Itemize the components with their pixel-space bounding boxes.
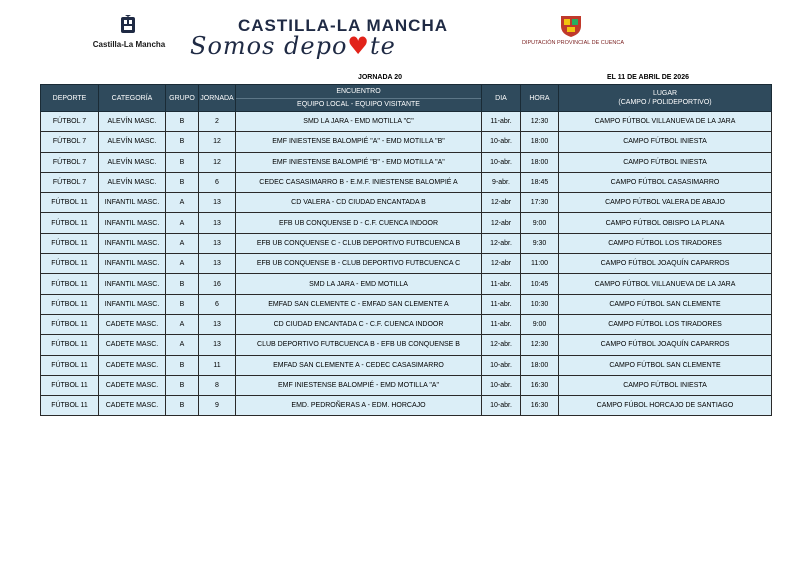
header-grupo: GRUPO [166, 85, 199, 112]
deporte-cell: FÚTBOL 7 [41, 152, 99, 172]
categoria-cell: CADETE MASC. [99, 396, 166, 416]
encuentro-cell: CEDEC CASASIMARRO B - E.M.F. INIESTENSE BALOMPIÉ A [236, 172, 482, 192]
categoria-cell: CADETE MASC. [99, 355, 166, 375]
table-row [41, 396, 772, 416]
categoria-cell: ALEVÍN MASC. [99, 152, 166, 172]
table-row [41, 132, 772, 152]
hora-cell: 16:30 [521, 375, 559, 395]
header-categoria: CATEGORÍA [99, 85, 166, 112]
encuentro-cell: EMFAD SAN CLEMENTE A - CEDEC CASASIMARRO [236, 355, 482, 375]
table-row [41, 152, 772, 172]
hora-cell: 17:30 [521, 193, 559, 213]
dia-cell: 12-abr [482, 254, 521, 274]
lugar-cell: CAMPO FÚTBOL SAN CLEMENTE [559, 355, 772, 375]
grupo-cell: A [166, 335, 199, 355]
grupo-cell: A [166, 233, 199, 253]
deporte-cell: FÚTBOL 11 [41, 396, 99, 416]
right-logo-text: DIPUTACIÓN PROVINCIAL DE CUENCA [521, 40, 625, 46]
dia-cell: 12-abr. [482, 233, 521, 253]
deporte-cell: FÚTBOL 7 [41, 132, 99, 152]
dia-cell: 10-abr. [482, 132, 521, 152]
encuentro-cell: EFB UB CONQUENSE B - CLUB DEPORTIVO FUTBCUENCA C [236, 254, 482, 274]
deporte-cell: FÚTBOL 11 [41, 233, 99, 253]
deporte-cell: FÚTBOL 11 [41, 355, 99, 375]
dia-cell: 12-abr [482, 193, 521, 213]
lugar-cell: CAMPO FÚTBOL LOS TIRADORES [559, 314, 772, 334]
encuentro-cell: SMD LA JARA - EMD MOTILLA [236, 274, 482, 294]
somos-deporte-logo [190, 14, 500, 60]
header-hora: HORA [521, 85, 559, 112]
header-jornada: JORNADA [199, 85, 236, 112]
grupo-cell: B [166, 152, 199, 172]
grupo-cell: A [166, 193, 199, 213]
table-row [41, 193, 772, 213]
categoria-cell: CADETE MASC. [99, 335, 166, 355]
encuentro-cell: EFB UB CONQUENSE C - CLUB DEPORTIVO FUTBCUENCA B [236, 233, 482, 253]
deporte-cell: FÚTBOL 11 [41, 375, 99, 395]
lugar-cell: CAMPO FÚTBOL CASASIMARRO [559, 172, 772, 192]
grupo-cell: B [166, 294, 199, 314]
categoria-cell: ALEVÍN MASC. [99, 132, 166, 152]
dia-cell: 9-abr. [482, 172, 521, 192]
jornada-cell: 13 [199, 254, 236, 274]
hora-cell: 9:00 [521, 314, 559, 334]
grupo-cell: B [166, 396, 199, 416]
table-row [41, 375, 772, 395]
hora-cell: 9:30 [521, 233, 559, 253]
table-row [41, 254, 772, 274]
categoria-cell: INFANTIL MASC. [99, 254, 166, 274]
table-row [41, 335, 772, 355]
encuentro-cell: EFB UB CONQUENSE D - C.F. CUENCA INDOOR [236, 213, 482, 233]
jornada-cell: 16 [199, 274, 236, 294]
heart-icon: ♥ [347, 32, 370, 60]
header-dia: DIA [482, 85, 521, 112]
table-row [41, 274, 772, 294]
hora-cell: 10:30 [521, 294, 559, 314]
categoria-cell: CADETE MASC. [99, 375, 166, 395]
schedule-body [41, 112, 772, 416]
header-encuentro-top: ENCUENTRO [336, 87, 381, 95]
header-slogan [190, 32, 396, 60]
deporte-cell: FÚTBOL 7 [41, 112, 99, 132]
grupo-cell: B [166, 274, 199, 294]
encuentro-cell: CLUB DEPORTIVO FUTBCUENCA B - EFB UB CONQUENSE B [236, 335, 482, 355]
header-encuentro [236, 85, 482, 112]
fecha-label: EL 11 DE ABRIL DE 2026 [607, 74, 689, 81]
jornada-cell: 12 [199, 152, 236, 172]
hora-cell: 18:00 [521, 152, 559, 172]
lugar-cell: CAMPO FÚTBOL INIESTA [559, 152, 772, 172]
dia-cell: 11-abr. [482, 112, 521, 132]
hora-cell: 18:00 [521, 355, 559, 375]
encuentro-cell: EMD. PEDROÑERAS A - EDM. HORCAJO [236, 396, 482, 416]
left-logo-text: Castilla-La Mancha [92, 40, 166, 49]
lugar-cell: CAMPO FÚTBOL INIESTA [559, 132, 772, 152]
deporte-cell: FÚTBOL 11 [41, 335, 99, 355]
jornada-cell: 13 [199, 213, 236, 233]
deporte-cell: FÚTBOL 11 [41, 294, 99, 314]
header-encuentro-bottom: EQUIPO LOCAL - EQUIPO VISITANTE [236, 98, 481, 111]
grupo-cell: A [166, 314, 199, 334]
encuentro-cell: CD VALERA - CD CIUDAD ENCANTADA B [236, 193, 482, 213]
table-row [41, 172, 772, 192]
dia-cell: 10-abr. [482, 355, 521, 375]
lugar-cell: CAMPO FÚTBOL VALERA DE ABAJO [559, 193, 772, 213]
deporte-cell: FÚTBOL 11 [41, 193, 99, 213]
categoria-cell: ALEVÍN MASC. [99, 112, 166, 132]
jornada-cell: 6 [199, 172, 236, 192]
hora-cell: 10:45 [521, 274, 559, 294]
header-lugar [559, 85, 772, 112]
encuentro-cell: EMF INIESTENSE BALOMPIÉ "B" - EMD MOTILLA "A" [236, 152, 482, 172]
categoria-cell: INFANTIL MASC. [99, 233, 166, 253]
deporte-cell: FÚTBOL 11 [41, 274, 99, 294]
encuentro-cell: SMD LA JARA - EMD MOTILLA "C" [236, 112, 482, 132]
categoria-cell: ALEVÍN MASC. [99, 172, 166, 192]
jornada-cell: 12 [199, 132, 236, 152]
encuentro-cell: EMF INIESTENSE BALOMPIÉ - EMD MOTILLA "A" [236, 375, 482, 395]
deporte-cell: FÚTBOL 11 [41, 314, 99, 334]
jornada-cell: 8 [199, 375, 236, 395]
categoria-cell: INFANTIL MASC. [99, 294, 166, 314]
jornada-cell: 11 [199, 355, 236, 375]
table-row [41, 112, 772, 132]
hora-cell: 11:00 [521, 254, 559, 274]
hora-cell: 12:30 [521, 112, 559, 132]
table-row [41, 355, 772, 375]
table-row [41, 294, 772, 314]
jornada-cell: 13 [199, 314, 236, 334]
lugar-cell: CAMPO FÚTBOL INIESTA [559, 375, 772, 395]
jornada-cell: 13 [199, 233, 236, 253]
hora-cell: 9:00 [521, 213, 559, 233]
dia-cell: 10-abr. [482, 152, 521, 172]
header-lugar-bottom: (CAMPO / POLIDEPORTIVO) [618, 99, 712, 106]
jornada-cell: 6 [199, 294, 236, 314]
encuentro-cell: EMF INIESTENSE BALOMPIÉ "A" - EMD MOTILLA "B" [236, 132, 482, 152]
categoria-cell: CADETE MASC. [99, 314, 166, 334]
lugar-cell: CAMPO FÚTBOL JOAQUÍN CAPARROS [559, 335, 772, 355]
table-row [41, 314, 772, 334]
hora-cell: 18:45 [521, 172, 559, 192]
header-lugar-top: LUGAR [652, 90, 678, 97]
grupo-cell: B [166, 375, 199, 395]
deporte-cell: FÚTBOL 7 [41, 172, 99, 192]
dia-cell: 10-abr. [482, 375, 521, 395]
lugar-cell: CAMPO FÚBOL HORCAJO DE SANTIAGO [559, 396, 772, 416]
dia-cell: 12-abr. [482, 335, 521, 355]
slogan-part1: Somos depo [190, 32, 348, 60]
grupo-cell: A [166, 213, 199, 233]
grupo-cell: B [166, 132, 199, 152]
dia-cell: 11-abr. [482, 274, 521, 294]
hora-cell: 16:30 [521, 396, 559, 416]
lugar-cell: CAMPO FÚTBOL JOAQUÍN CAPARROS [559, 254, 772, 274]
dia-cell: 12-abr [482, 213, 521, 233]
deporte-cell: FÚTBOL 11 [41, 213, 99, 233]
jornada-label: JORNADA 20 [357, 74, 403, 81]
grupo-cell: B [166, 112, 199, 132]
header-title: CASTILLA-LA MANCHA [238, 16, 449, 35]
grupo-cell: B [166, 355, 199, 375]
deporte-cell: FÚTBOL 11 [41, 254, 99, 274]
grupo-cell: B [166, 172, 199, 192]
shield-icon [558, 14, 584, 38]
categoria-cell: INFANTIL MASC. [99, 213, 166, 233]
hora-cell: 12:30 [521, 335, 559, 355]
hora-cell: 18:00 [521, 132, 559, 152]
slogan-part2: te [369, 32, 396, 60]
grupo-cell: A [166, 254, 199, 274]
encuentro-cell: EMFAD SAN CLEMENTE C - EMFAD SAN CLEMENTE A [236, 294, 482, 314]
header-deporte: DEPORTE [41, 85, 99, 112]
encuentro-cell: CD CIUDAD ENCANTADA C - C.F. CUENCA INDOOR [236, 314, 482, 334]
categoria-cell: INFANTIL MASC. [99, 274, 166, 294]
jornada-cell: 13 [199, 335, 236, 355]
lugar-cell: CAMPO FÚTBOL VILLANUEVA DE LA JARA [559, 274, 772, 294]
dia-cell: 11-abr. [482, 294, 521, 314]
dia-cell: 10-abr. [482, 396, 521, 416]
lugar-cell: CAMPO FÚTBOL LOS TIRADORES [559, 233, 772, 253]
castilla-la-mancha-logo [88, 14, 170, 50]
table-row [41, 233, 772, 253]
schedule-table [40, 84, 772, 416]
table-header-row [41, 85, 772, 112]
dia-cell: 11-abr. [482, 314, 521, 334]
lugar-cell: CAMPO FÚTBOL SAN CLEMENTE [559, 294, 772, 314]
table-row [41, 213, 772, 233]
categoria-cell: INFANTIL MASC. [99, 193, 166, 213]
lugar-cell: CAMPO FÚTBOL VILLANUEVA DE LA JARA [559, 112, 772, 132]
jornada-cell: 13 [199, 193, 236, 213]
jornada-cell: 2 [199, 112, 236, 132]
jornada-cell: 9 [199, 396, 236, 416]
diputacion-cuenca-logo [518, 14, 628, 50]
lugar-cell: CAMPO FÚTBOL OBISPO LA PLANA [559, 213, 772, 233]
crest-icon [116, 14, 140, 38]
